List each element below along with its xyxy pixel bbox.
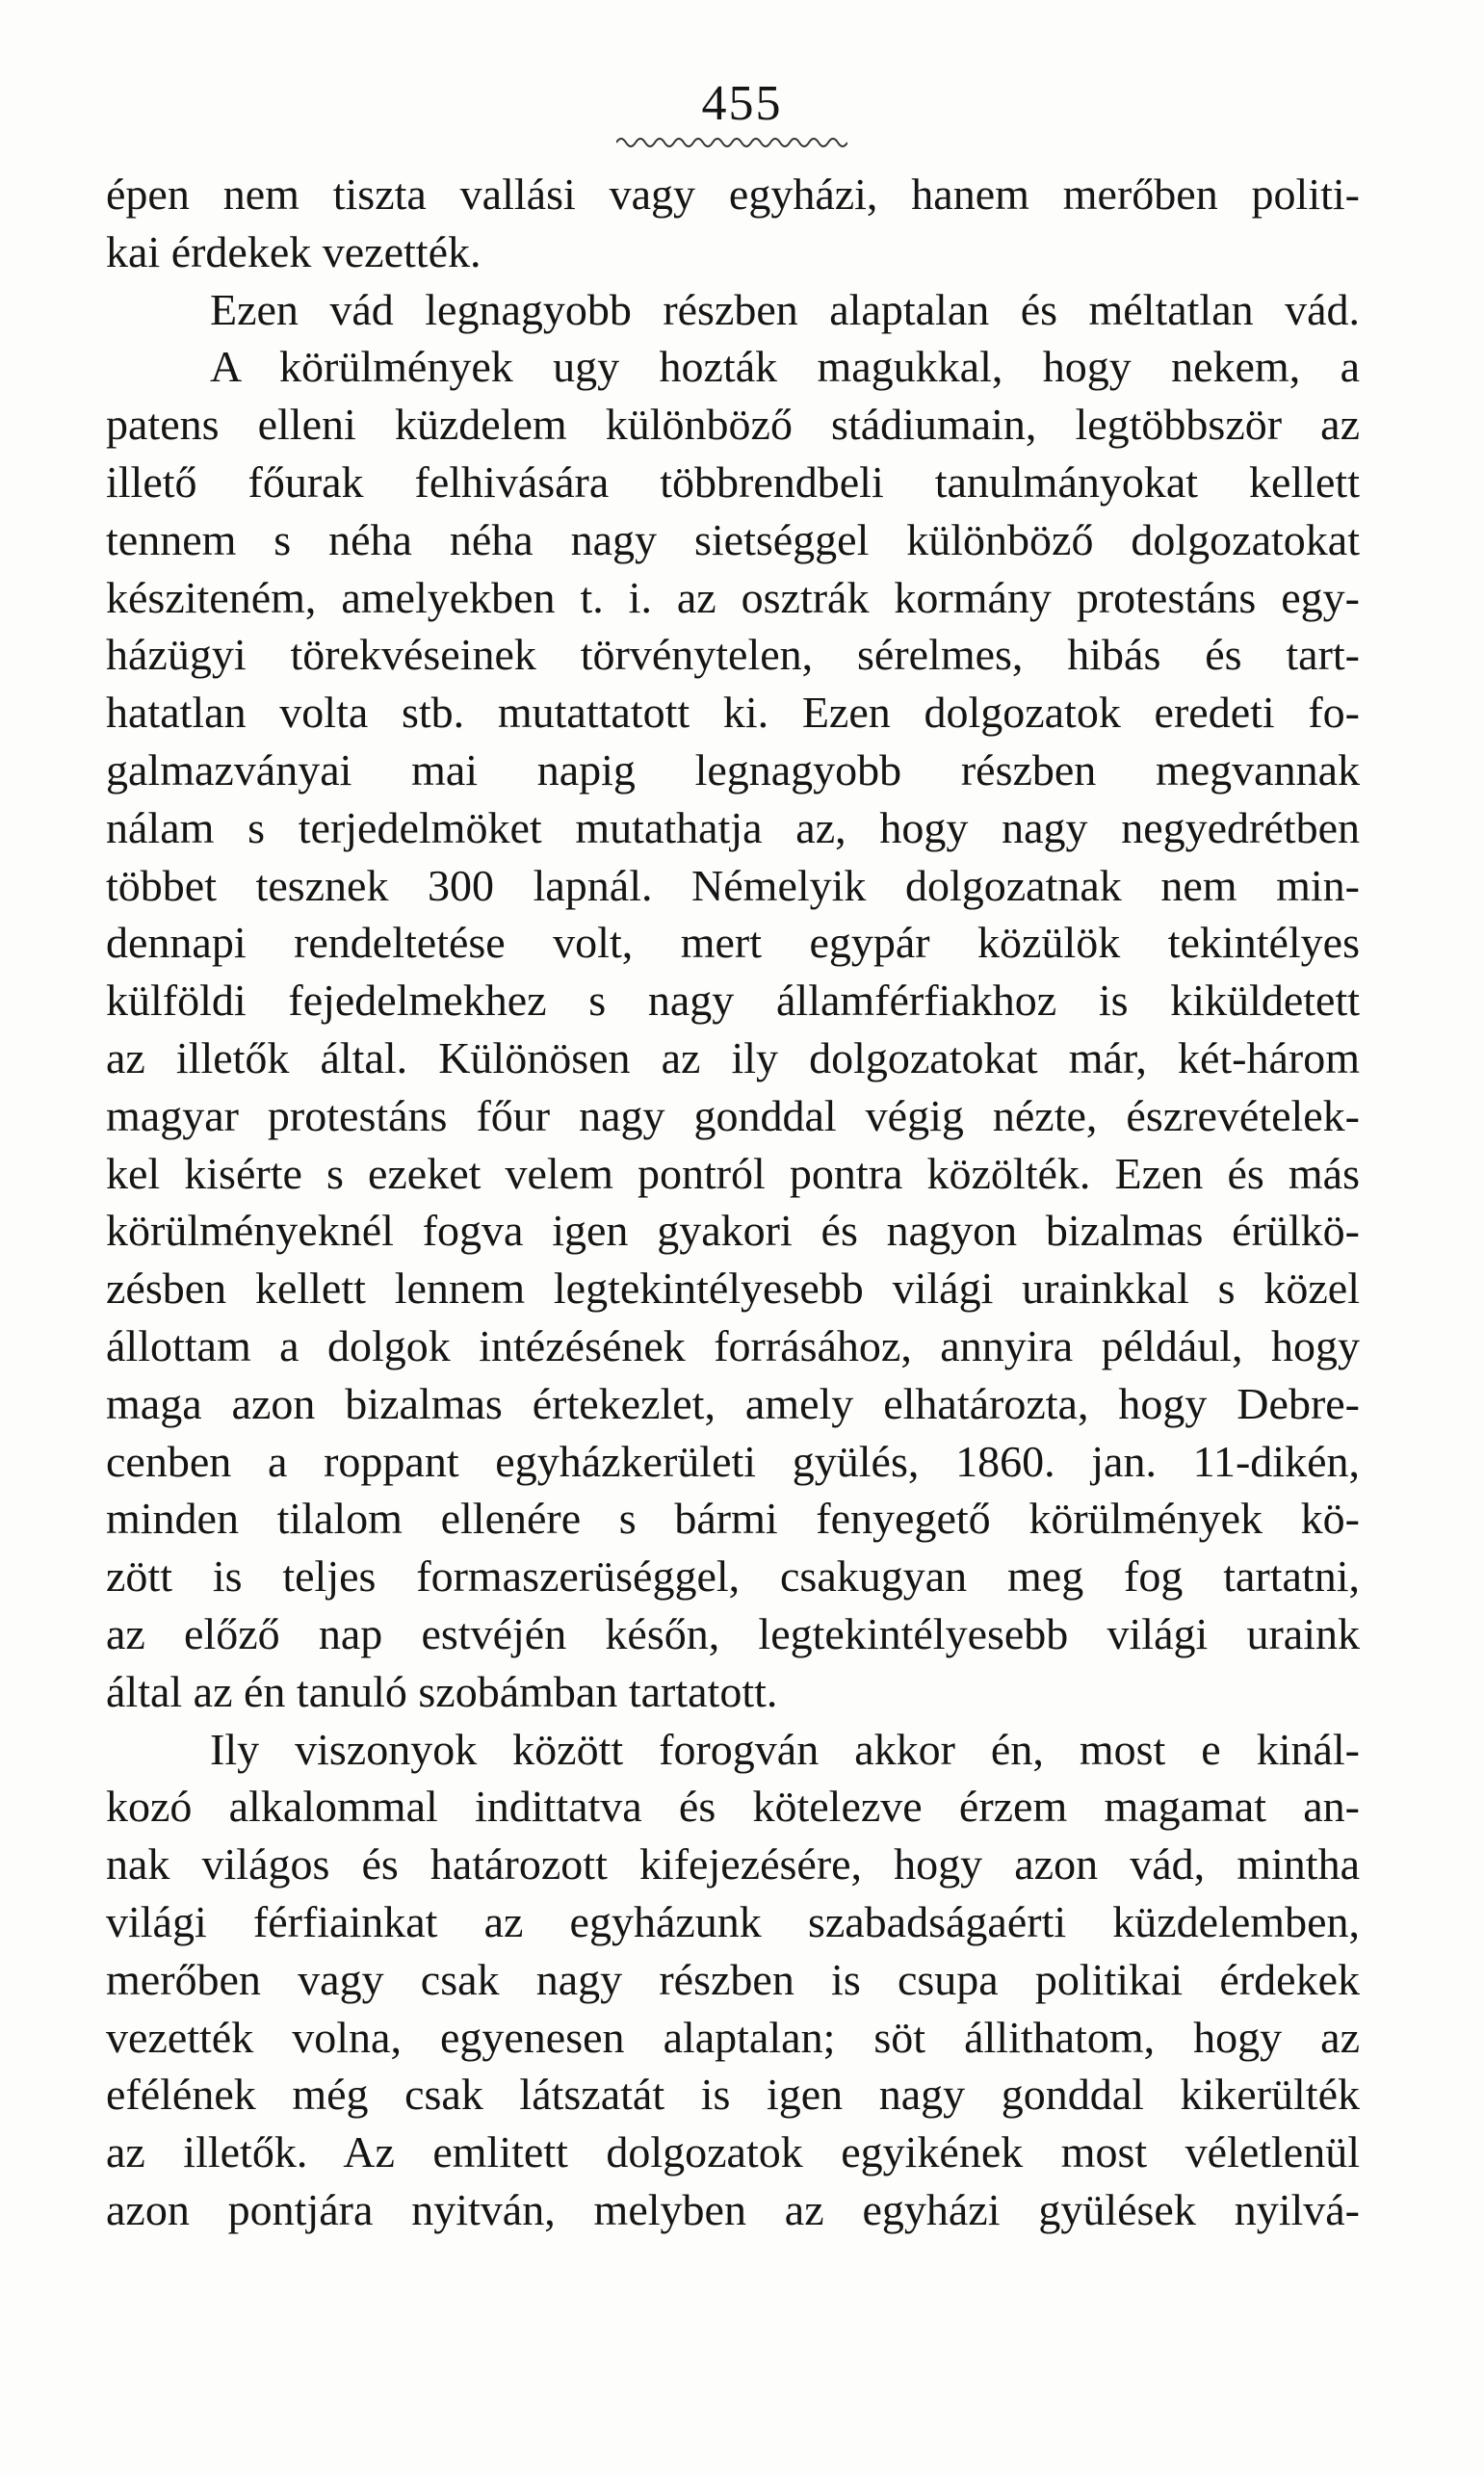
text-line: az illetők. Az emlitett dolgozatok egyikének most véletlenül — [106, 2127, 1360, 2177]
text-line: nak világos és határozott kifejezésére, hogy azon vád, mintha — [106, 1839, 1360, 1890]
text-line: az előző nap estvéjén későn, legtekintélyesebb világi uraink — [106, 1608, 1360, 1658]
text-line: kel kisérte s ezeket velem pontról pontra közölték. Ezen és más — [106, 1148, 1360, 1198]
text-line: maga azon bizalmas értekezlet, amely elhatározta, hogy Debre- — [106, 1378, 1360, 1428]
text-line: nálam s terjedelmöket mutathatja az, hogy nagy negyedrétben — [106, 802, 1360, 852]
text-line: azon pontjára nyitván, melyben az egyházi gyülések nyilvá- — [106, 2184, 1360, 2234]
text-line: késziteném, amelyekben t. i. az osztrák kormány protestáns egy- — [106, 572, 1360, 622]
text-line: illető főurak felhivására többrendbeli tanulmányokat kellett — [106, 456, 1360, 507]
text-line: körülményeknél fogva igen gyakori és nagyon bizalmas érülkö- — [106, 1206, 1360, 1256]
wavy-rule-icon — [616, 133, 847, 152]
text-line: patens elleni küzdelem különböző stádiumain, legtöbbször az — [106, 400, 1360, 450]
text-line: az illetők által. Különösen az ily dolgozatokat már, két-három — [106, 1032, 1360, 1082]
text-line: állottam a dolgok intézésének forrásához, annyira például, hogy — [106, 1320, 1360, 1370]
text-line: efélének még csak látszatát is igen nagy gonddal kikerülték — [106, 2070, 1360, 2120]
text-line: kai érdekek vezették. — [106, 226, 482, 276]
text-line: többet tesznek 300 lapnál. Némelyik dolgozatnak nem min- — [106, 860, 1360, 910]
text-line: tennem s néha néha nagy sietséggel különböző dolgozatokat — [106, 514, 1360, 564]
text-line: minden tilalom ellenére s bármi fenyegető körülmények kö- — [106, 1494, 1360, 1544]
text-line: zött is teljes formaszerüséggel, csakugyan meg fog tartatni, — [106, 1551, 1360, 1602]
text-line: merőben vagy csak nagy részben is csupa politikai érdekek — [106, 1954, 1360, 2004]
page-number: 455 — [701, 76, 783, 131]
text-line: Ily viszonyok között forogván akkor én, most e kinál- — [210, 1724, 1360, 1774]
text-line: külföldi fejedelmekhez s nagy államférfiakhoz is kiküldetett — [106, 976, 1360, 1026]
text-line: épen nem tiszta vallási vagy egyházi, hanem merőben politi- — [106, 169, 1360, 219]
text-line: házügyi törekvéseinek törvénytelen, sérelmes, hibás és tart- — [106, 630, 1360, 680]
page-number-ornament — [616, 133, 847, 152]
text-line: magyar protestáns főur nagy gonddal végig nézte, észrevételek- — [106, 1090, 1360, 1140]
text-line: vezették volna, egyenesen alaptalan; söt állithatom, hogy az — [106, 2012, 1360, 2062]
text-line: A körülmények ugy hozták magukkal, hogy nekem, a — [210, 342, 1360, 392]
text-line: cenben a roppant egyházkerületi gyülés, 1860. jan. 11-dikén, — [106, 1436, 1360, 1486]
text-line: kozó alkalommal indittatva és kötelezve érzem magamat an- — [106, 1782, 1360, 1832]
text-line: világi férfiainkat az egyházunk szabadságaérti küzdelemben, — [106, 1896, 1360, 1946]
text-line: által az én tanuló szobámban tartatott. — [106, 1666, 778, 1716]
body-text — [106, 166, 1360, 2239]
text-line: Ezen vád legnagyobb részben alaptalan és méltatlan vád. — [210, 284, 1360, 334]
text-line: hatatlan volta stb. mutattatott ki. Ezen dolgozatok eredeti fo- — [106, 688, 1360, 738]
text-line: dennapi rendeltetése volt, mert egypár közülök tekintélyes — [106, 918, 1360, 968]
text-line: galmazványai mai napig legnagyobb részben megvannak — [106, 744, 1360, 795]
text-line: zésben kellett lennem legtekintélyesebb világi urainkkal s közel — [106, 1264, 1360, 1314]
